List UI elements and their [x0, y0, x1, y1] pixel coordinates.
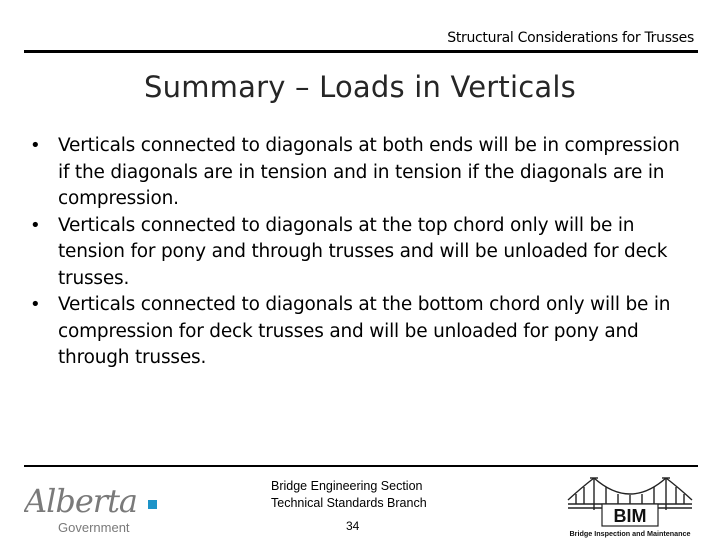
bullet-dot-icon: •: [30, 214, 41, 236]
bullet-text: Verticals connected to diagonals at the top chord only will be in tension for pony and through trusses and will be unloaded for deck trusses.: [58, 214, 668, 289]
footer-section: Bridge Engineering Section: [271, 479, 423, 493]
bullet-item: [30, 133, 690, 213]
bim-subtitle: Bridge Inspection and Maintenance: [569, 529, 691, 538]
alberta-wordmark: Alberta: [24, 482, 137, 520]
top-divider: [24, 50, 698, 53]
bullet-dot-icon: •: [30, 135, 41, 156]
bullet-text: Verticals connected to diagonals at the bottom chord only will be in compression for deck trusses and will be unloaded for pony and through trusses.: [58, 294, 671, 368]
header-title: Structural Considerations for Trusses: [447, 30, 694, 46]
slide-title: Summary – Loads in Verticals: [144, 70, 576, 104]
alberta-subtitle: Government: [58, 520, 130, 535]
bim-logo: [560, 470, 700, 538]
bullet-item: [30, 213, 690, 293]
bim-acronym: BIM: [613, 506, 647, 526]
bullet-list: [30, 133, 690, 372]
footer-branch: Technical Standards Branch: [271, 496, 427, 510]
footer-center-text: [271, 478, 427, 512]
alberta-government-logo: [24, 478, 164, 536]
bullet-dot-icon: •: [30, 294, 41, 315]
alberta-blue-square-icon: [148, 500, 157, 509]
bullet-item: [30, 292, 690, 372]
page-number: 34: [346, 519, 360, 533]
bullet-text: Verticals connected to diagonals at both ends will be in compression if the diagonals are in tension and in tension if the diagonals are in compression.: [58, 135, 680, 209]
bottom-divider: [24, 465, 698, 467]
